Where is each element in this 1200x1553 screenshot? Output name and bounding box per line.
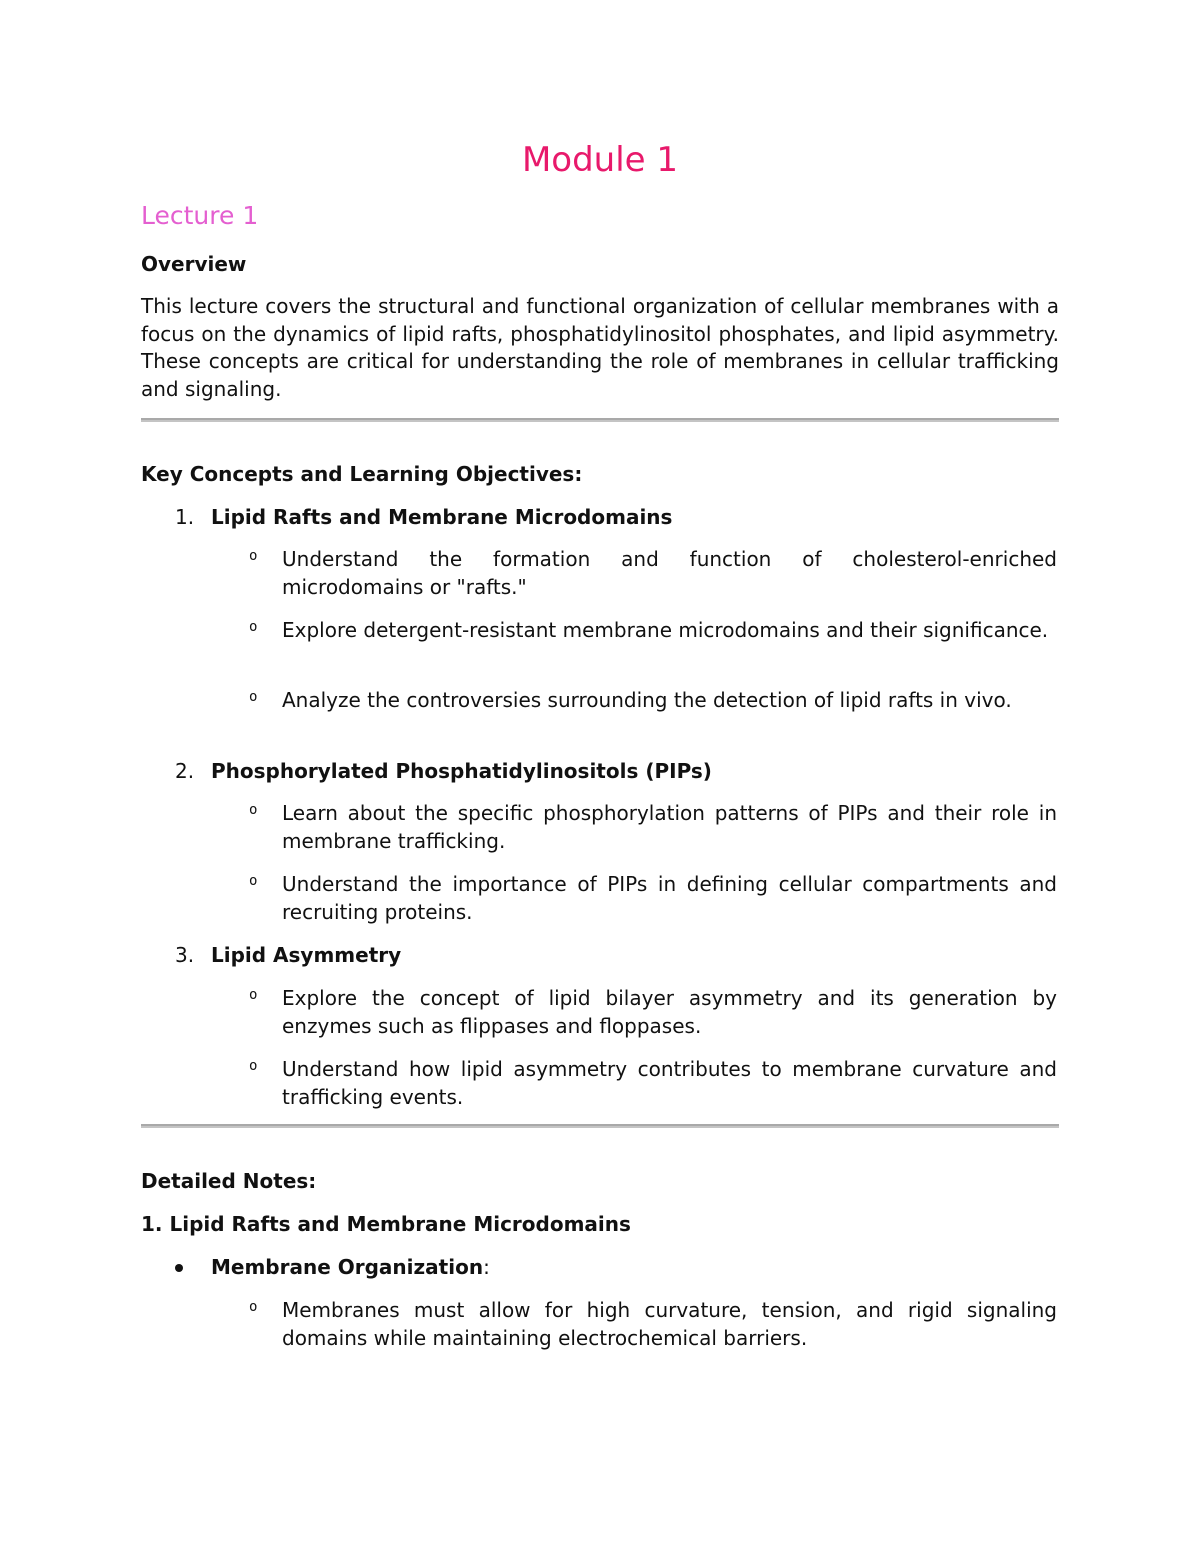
detailed-notes-subheading: 1. Lipid Rafts and Membrane Microdomains: [141, 1212, 631, 1236]
item-title: Lipid Asymmetry: [211, 943, 402, 967]
notes-bullet-colon: :: [483, 1255, 490, 1279]
sub-point-text: Explore the concept of lipid bilayer asymmetry and its generation by enzymes such as flippases and floppases.: [282, 986, 1057, 1038]
sub-point-text: Analyze the controversies surrounding the detection of lipid rafts in vivo.: [282, 688, 1012, 712]
sub-point-text: Explore detergent-resistant membrane microdomains and their significance.: [282, 618, 1049, 642]
detailed-notes-heading: Detailed Notes:: [141, 1169, 317, 1193]
notes-bullet-title: Membrane Organization: [211, 1255, 484, 1279]
horizontal-rule: [141, 418, 1059, 422]
overview-heading: Overview: [141, 252, 247, 276]
sub-point-text: Understand how lipid asymmetry contributes to membrane curvature and trafficking events.: [282, 1057, 1057, 1109]
circle-bullet-icon: o: [249, 873, 258, 889]
circle-bullet-icon: o: [249, 987, 258, 1003]
page-title: Module 1: [521, 140, 679, 180]
bullet-dot-icon: [175, 1264, 183, 1272]
sub-point-text: Understand the importance of PIPs in defining cellular compartments and recruiting proteins.: [282, 872, 1057, 924]
sub-point-text: Understand the formation and function of cholesterol-enriched microdomains or "rafts.": [282, 547, 1057, 599]
overview-text: This lecture covers the structural and functional organization of cellular membranes with a focus on the dynamics of lipid rafts, phosphatidylinositol phosphates, and lipid asymmetry. These concepts are critical for understanding the role of membranes in cellular trafficking and signaling.: [141, 294, 1059, 401]
circle-bullet-icon: o: [249, 1058, 258, 1074]
item-title: Lipid Rafts and Membrane Microdomains: [211, 505, 673, 529]
lecture-heading: Lecture 1: [141, 201, 259, 230]
circle-bullet-icon: o: [249, 689, 258, 705]
circle-bullet-icon: o: [249, 619, 258, 635]
sub-point-text: Membranes must allow for high curvature, tension, and rigid signaling domains while maintaining electrochemical barriers.: [282, 1298, 1057, 1350]
item-number: 3.: [175, 943, 195, 967]
horizontal-rule: [141, 1124, 1059, 1128]
notes-bullet-label: [211, 1255, 490, 1279]
circle-bullet-icon: o: [249, 1299, 258, 1315]
item-number: 1.: [175, 505, 195, 529]
key-concepts-heading: Key Concepts and Learning Objectives:: [141, 462, 583, 486]
item-number: 2.: [175, 759, 195, 783]
item-title: Phosphorylated Phosphatidylinositols (PIPs): [211, 759, 712, 783]
sub-point-text: Learn about the specific phosphorylation patterns of PIPs and their role in membrane trafficking.: [282, 801, 1057, 853]
circle-bullet-icon: o: [249, 548, 258, 564]
circle-bullet-icon: o: [249, 802, 258, 818]
